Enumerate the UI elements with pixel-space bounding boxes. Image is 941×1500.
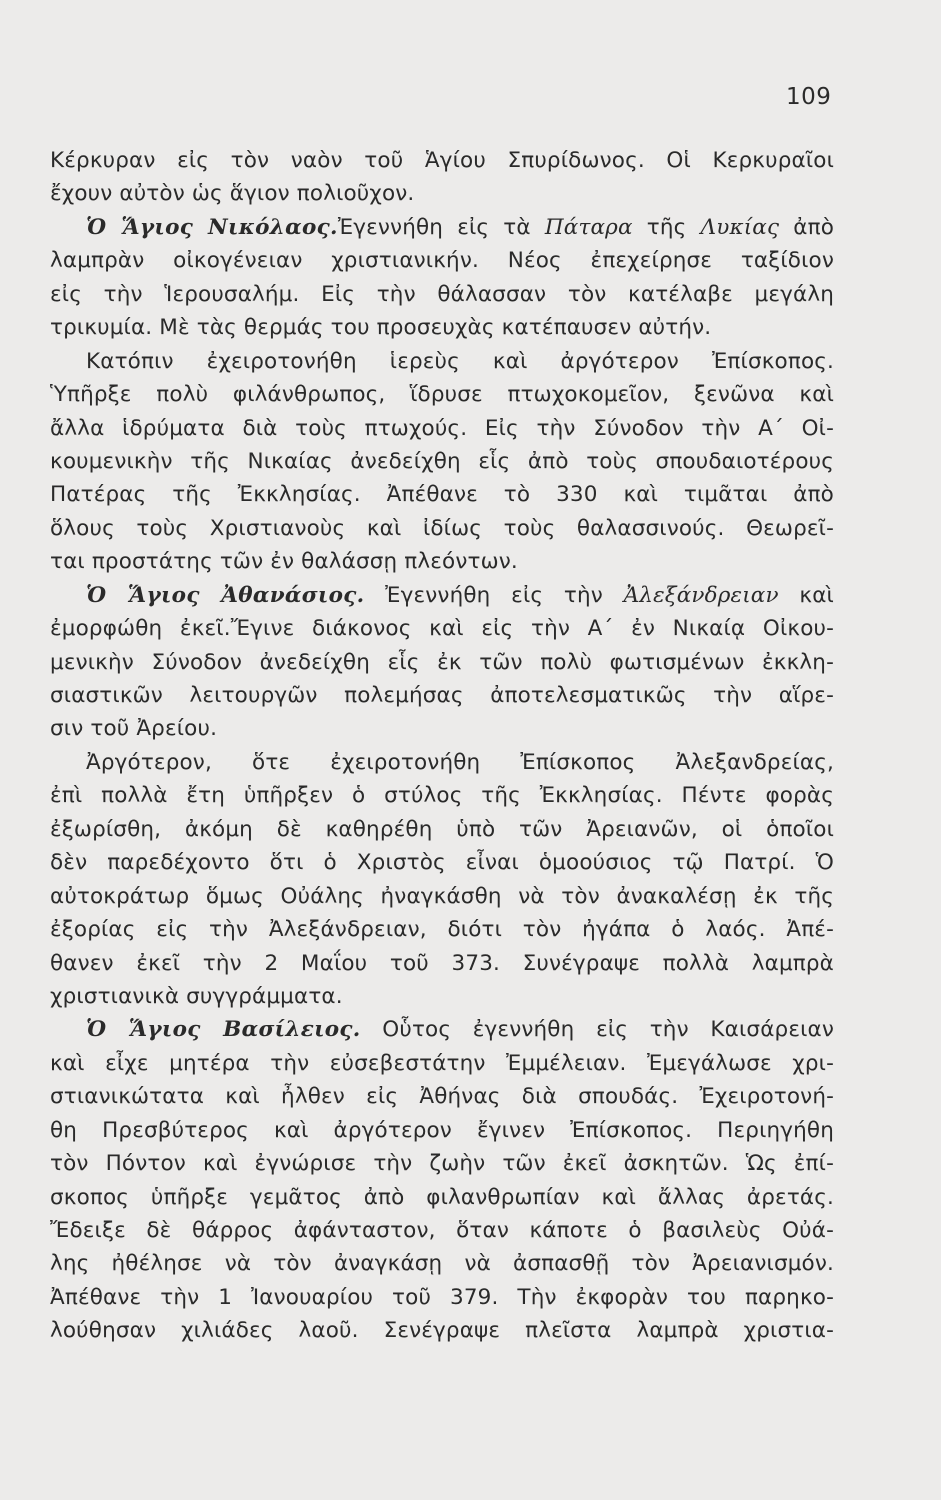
text-run: ἐμορφώθη ἐκεῖ.Ἔγινε διάκονος καὶ εἰς τὴν Α΄ ἐν Νικαίᾳ Οἰκου-: [50, 616, 834, 642]
text-line: [50, 512, 834, 545]
text-line: [50, 1214, 834, 1247]
text-run: αὐτοκράτωρ ὅμως Οὐάλης ἠναγκάσθη νὰ τὸν ἀνακαλέσῃ ἐκ τῆς: [50, 883, 834, 909]
text-run: τὸν Πόντον καὶ ἐγνώρισε τὴν ζωὴν τῶν ἐκεῖ ἀσκητῶν. Ὡς ἐπί-: [50, 1151, 834, 1177]
text-run: τῆς: [632, 214, 701, 240]
text-line: [50, 679, 834, 712]
text-run: θανεν ἐκεῖ τὴν 2 Μαΐου τοῦ 373. Συνέγραψε πολλὰ λαμπρὰ: [50, 950, 834, 976]
text-line: [50, 445, 834, 478]
text-line: [50, 612, 834, 645]
text-line: [50, 412, 834, 445]
text-run: ἔχουν αὐτὸν ὡς ἅγιον πολιοῦχον.: [50, 181, 415, 207]
text-line: [50, 1147, 834, 1180]
text-line: [50, 478, 834, 511]
text-run: σκοπος ὑπῆρξε γεμᾶτος ἀπὸ φιλανθρωπίαν καὶ ἄλλας ἀρετάς.: [50, 1184, 834, 1210]
text-line: [50, 913, 834, 946]
text-line: [50, 1281, 834, 1314]
text-line: [50, 545, 834, 578]
text-run: σιν τοῦ Ἀρείου.: [50, 716, 218, 742]
text-run: Ἀπέθανε τὴν 1 Ἰανουαρίου τοῦ 379. Τὴν ἐκφορὰν του παρηκο-: [50, 1284, 834, 1310]
text-line: [50, 1181, 834, 1214]
text-run: Ἀλεξάνδρειαν: [623, 582, 779, 608]
text-line: [50, 211, 834, 244]
text-run: ὅλους τοὺς Χριστιανοὺς καὶ ἰδίως τοὺς θαλασσινούς. Θεωρεῖ-: [50, 515, 834, 541]
text-run: χριστιανικὰ συγγράμματα.: [50, 983, 343, 1009]
text-line: [50, 144, 834, 177]
text-run: ται προστάτης τῶν ἐν θαλάσσῃ πλεόντων.: [50, 549, 518, 575]
text-run: ἄλλα ἱδρύματα διὰ τοὺς πτωχούς. Εἰς τὴν Σύνοδον τὴν Α΄ Οἰ-: [50, 415, 834, 441]
text-line: [50, 746, 834, 779]
text-run: λης ἠθέλησε νὰ τὸν ἀναγκάσῃ νὰ ἀσπασθῇ τὸν Ἀρειανισμόν.: [50, 1251, 834, 1277]
text-run: κουμενικὴν τῆς Νικαίας ἀνεδείχθη εἷς ἀπὸ τοὺς σπουδαιοτέρους: [50, 448, 834, 474]
page-number: 109: [786, 84, 832, 110]
text-line: [50, 813, 834, 846]
text-line: [50, 1047, 834, 1080]
text-run: Ἐγεννήθη εἰς τὴν: [364, 582, 624, 608]
text-run: ἐξωρίσθη, ἀκόμη δὲ καθηρέθη ὑπὸ τῶν Ἀρειανῶν, οἱ ὁποῖοι: [50, 816, 834, 842]
text-run: Ἀργότερον, ὅτε ἐχειροτονήθη Ἐπίσκοπος Ἀλεξανδρείας,: [86, 749, 834, 775]
text-line: [50, 345, 834, 378]
section-heading: Ὁ Ἅγιος Ἀθανάσιος.: [86, 582, 365, 608]
text-run: Κατόπιν ἐχειροτονήθη ἱερεὺς καὶ ἀργότερον Ἐπίσκοπος.: [86, 348, 834, 374]
text-line: [50, 846, 834, 879]
text-run: εἰς τὴν Ἱερουσαλήμ. Εἰς τὴν θάλασσαν τὸν κατέλαβε μεγάλη: [50, 281, 834, 307]
text-run: καὶ: [778, 582, 834, 608]
text-run: Πατέρας τῆς Ἐκκλησίας. Ἀπέθανε τὸ 330 καὶ τιμᾶται ἀπὸ: [50, 482, 834, 508]
text-line: [50, 880, 834, 913]
text-line: [50, 712, 834, 745]
text-line: [50, 177, 834, 210]
text-line: [50, 1114, 834, 1147]
text-line: [50, 244, 834, 277]
text-line: [50, 980, 834, 1013]
text-run: ἐπὶ πολλὰ ἔτη ὑπῆρξεν ὁ στύλος τῆς Ἐκκλησίας. Πέντε φορὰς: [50, 783, 834, 809]
text-run: λαμπρὰν οἰκογένειαν χριστιανικήν. Νέος ἐπεχείρησε ταξίδιον: [50, 248, 834, 274]
text-run: Πάταρα: [544, 214, 633, 240]
text-run: Ὑπῆρξε πολὺ φιλάνθρωπος, ἵδρυσε πτωχοκομεῖον, ξενῶνα καὶ: [50, 382, 834, 408]
text-run: καὶ εἶχε μητέρα τὴν εὐσεβεστάτην Ἐμμέλειαν. Ἐμεγάλωσε χρι-: [50, 1050, 834, 1076]
section-heading: Ὁ Ἅγιος Βασίλειος.: [86, 1017, 361, 1043]
text-run: θη Πρεσβύτερος καὶ ἀργότερον ἔγινεν Ἐπίσκοπος. Περιηγήθη: [50, 1117, 834, 1143]
text-run: μενικὴν Σύνοδον ἀνεδείχθη εἷς ἐκ τῶν πολὺ φωτισμένων ἐκκλη-: [50, 649, 834, 675]
text-run: σιαστικῶν λειτουργῶν πολεμήσας ἀποτελεσματικῶς τὴν αἵρε-: [50, 683, 834, 708]
text-line: [50, 1314, 834, 1347]
text-line: [50, 1247, 834, 1280]
text-line: [50, 579, 834, 612]
text-run: Λυκίας: [700, 214, 780, 240]
text-line: [50, 278, 834, 311]
text-run: τρικυμία. Μὲ τὰς θερμάς του προσευχὰς κατέπαυσεν αὐτήν.: [50, 315, 712, 341]
text-line: [50, 311, 834, 344]
text-run: Ἐγεννήθη εἰς τὰ: [337, 214, 545, 240]
text-run: Ἔδειξε δὲ θάρρος ἀφάνταστον, ὅταν κάποτε ὁ βασιλεὺς Οὐά-: [50, 1218, 834, 1243]
text-line: [50, 947, 834, 980]
text-run: Οὗτος ἐγεννήθη εἰς τὴν Καισάρειαν: [360, 1017, 834, 1043]
text-line: [50, 378, 834, 411]
section-heading: Ὁ Ἅγιος Νικόλαος.: [86, 214, 338, 240]
body-text: [50, 144, 834, 1348]
text-run: ἀπὸ: [779, 214, 834, 240]
text-run: δὲν παρεδέχοντο ὅτι ὁ Χριστὸς εἶναι ὁμοούσιος τῷ Πατρί. Ὁ: [50, 850, 834, 876]
text-run: ἐξορίας εἰς τὴν Ἀλεξάνδρειαν, διότι τὸν ἠγάπα ὁ λαός. Ἀπέ-: [50, 917, 834, 943]
text-run: λούθησαν χιλιάδες λαοῦ. Σενέγραψε πλεῖστα λαμπρὰ χριστια-: [50, 1318, 834, 1344]
text-line: [50, 646, 834, 679]
text-line: [50, 779, 834, 812]
text-line: [50, 1013, 834, 1046]
text-line: [50, 1080, 834, 1113]
text-run: Κέρκυραν εἰς τὸν ναὸν τοῦ Ἁγίου Σπυρίδωνος. Οἱ Κερκυραῖοι: [50, 148, 834, 173]
text-run: στιανικώτατα καὶ ἦλθεν εἰς Ἀθήνας διὰ σπουδάς. Ἐχειροτονή-: [50, 1084, 834, 1110]
